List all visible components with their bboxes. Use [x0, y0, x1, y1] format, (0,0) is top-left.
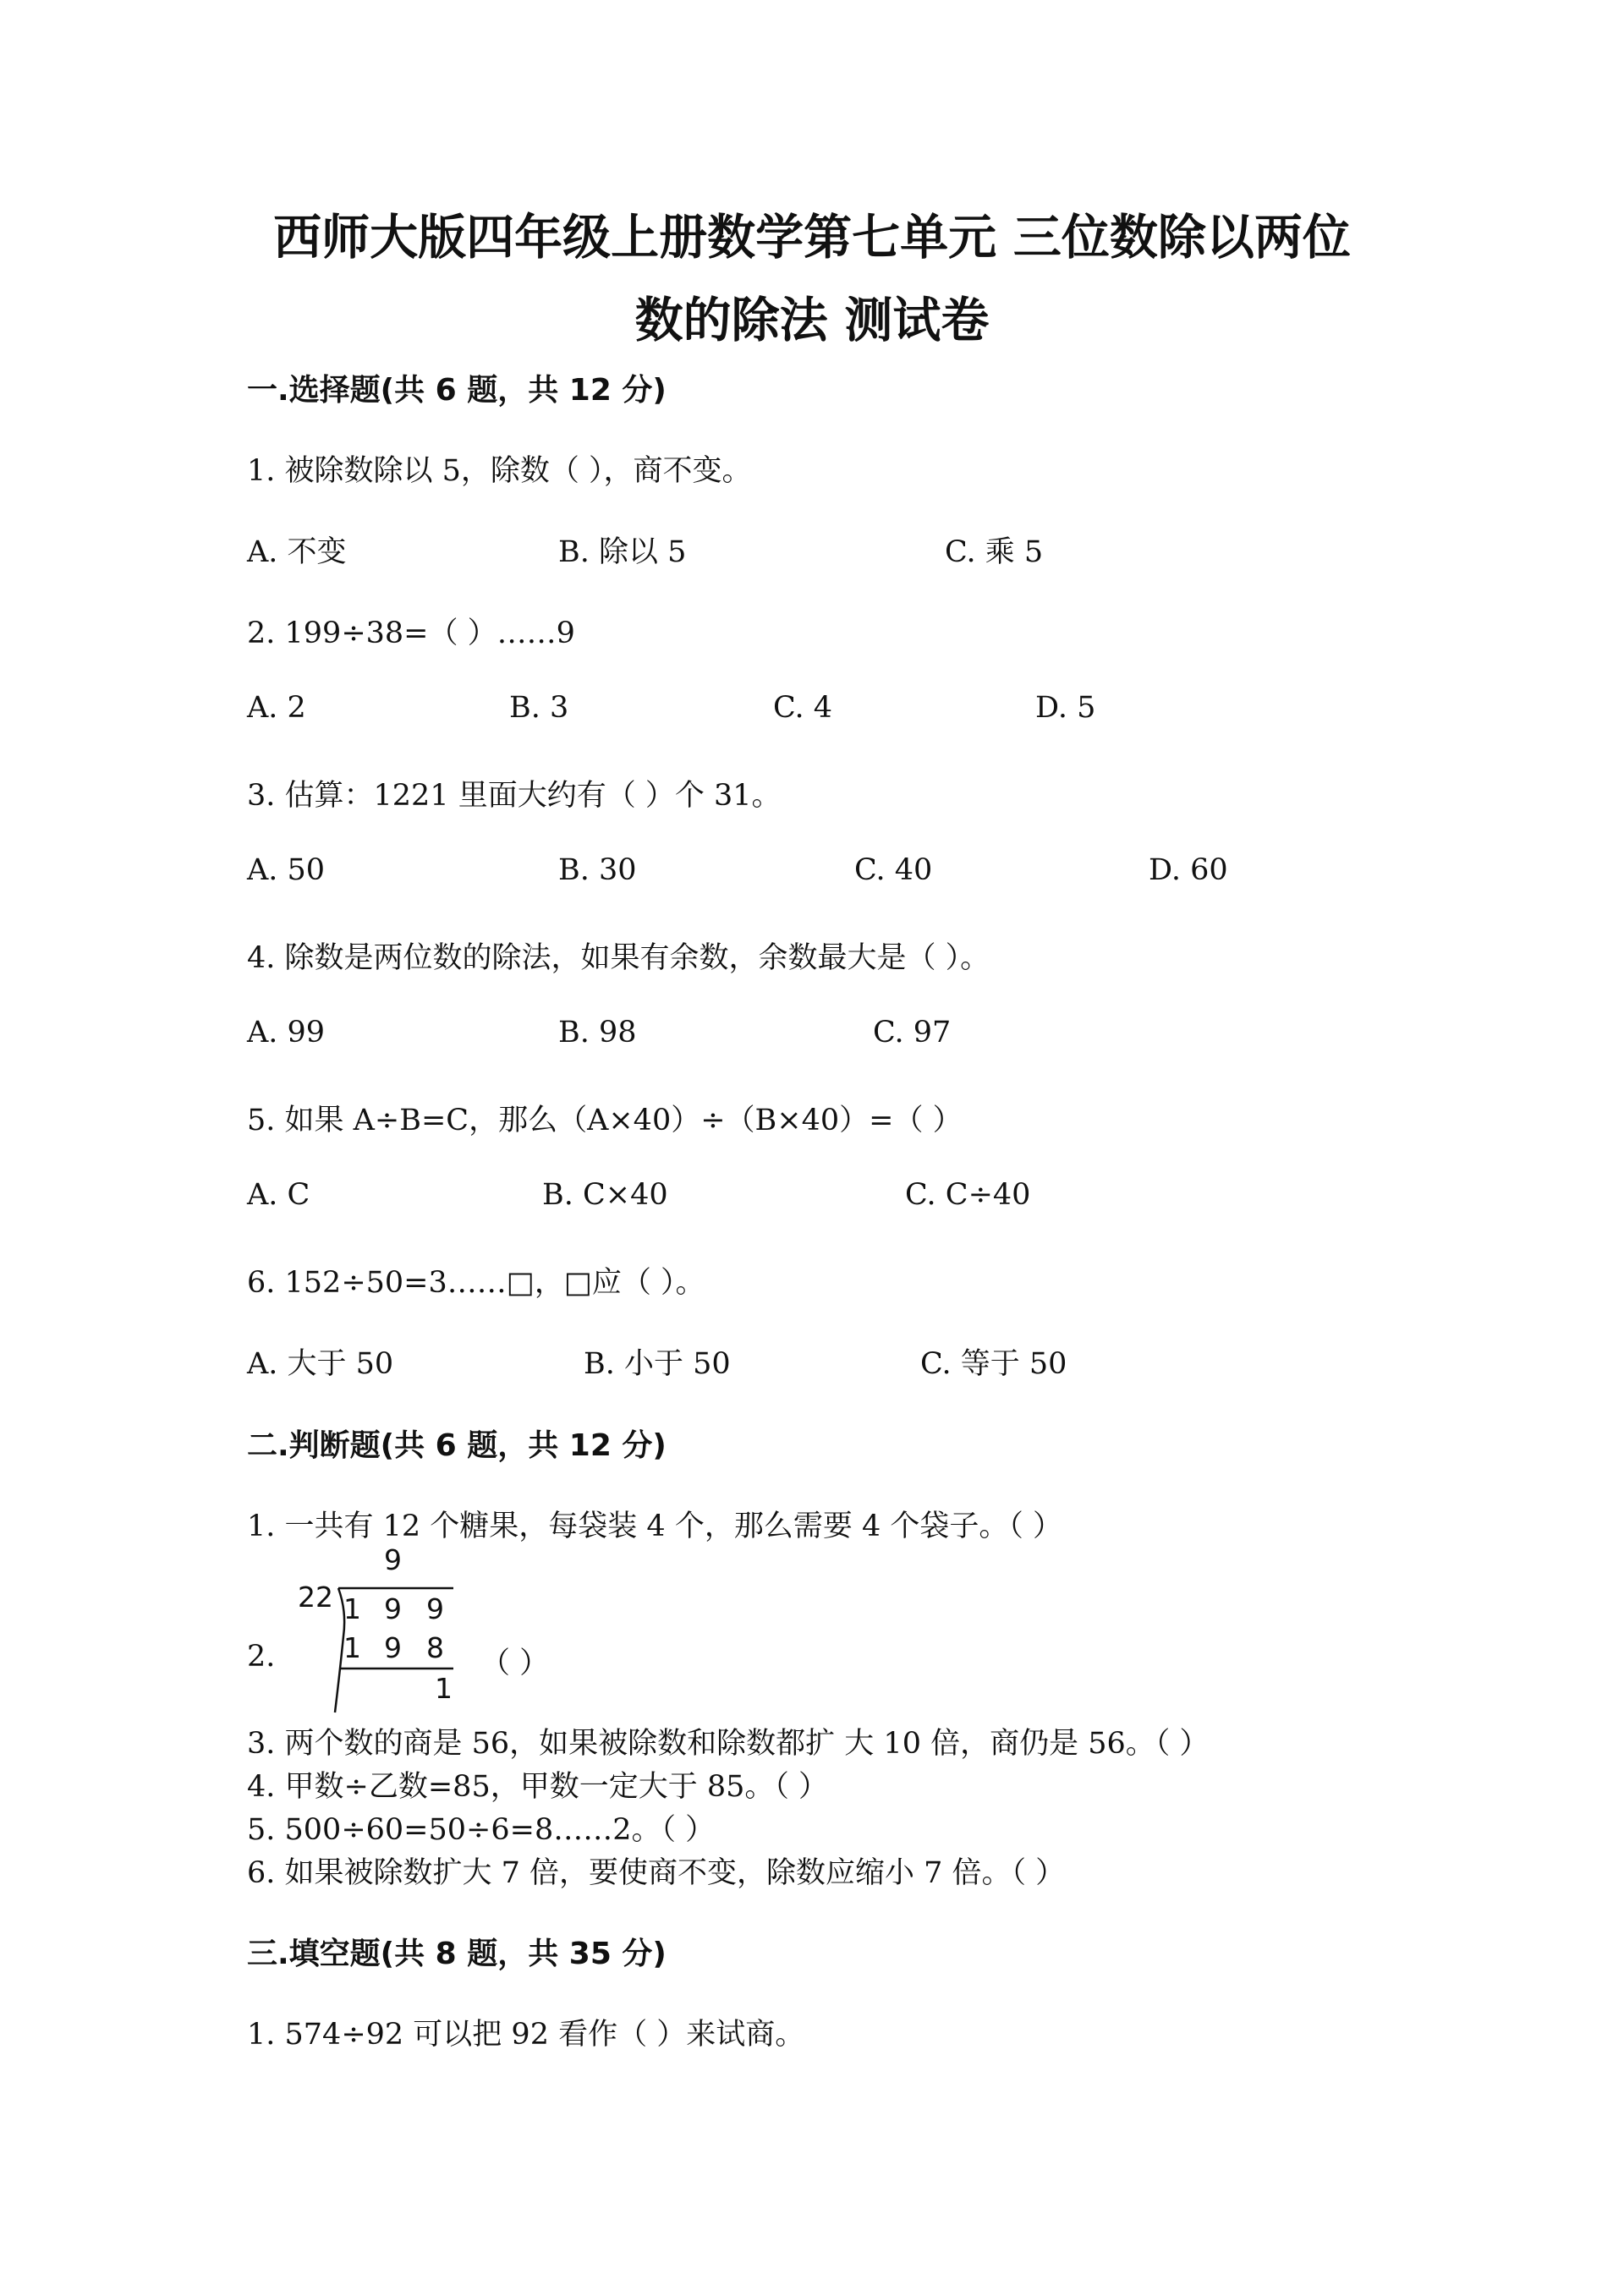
option-b: B. 30 — [558, 853, 637, 887]
question-text: 4. 除数是两位数的除法，如果有余数，余数最大是（ ）。 — [247, 941, 990, 975]
question-number: 2. — [247, 1640, 276, 1674]
option-c: C. C÷40 — [905, 1178, 1031, 1212]
option-b: B. C×40 — [542, 1178, 668, 1212]
option-c: C. 97 — [873, 1016, 952, 1049]
question-text: 3. 估算：1221 里面大约有（ ）个 31。 — [247, 779, 782, 813]
option-c: C. 等于 50 — [920, 1347, 1067, 1381]
section-heading-judgment: 二.判断题(共 6 题，共 12 分) — [247, 1428, 667, 1463]
option-b: B. 98 — [558, 1016, 637, 1049]
section-heading-choice: 一.选择题(共 6 题，共 12 分) — [247, 373, 667, 408]
long-division-figure — [288, 1543, 482, 1721]
section-heading-fill-blank: 三.填空题(共 8 题，共 35 分) — [247, 1937, 667, 1971]
option-b: B. 3 — [509, 691, 569, 725]
question-text: 6. 如果被除数扩大 7 倍，要使商不变，除数应缩小 7 倍。（ ） — [247, 1856, 1066, 1890]
question-text: 3. 两个数的商是 56，如果被除数和除数都扩 大 10 倍，商仍是 56。（ ） — [247, 1727, 1210, 1761]
quotient-digit: 9 — [384, 1543, 402, 1576]
option-c: C. 4 — [773, 691, 833, 725]
answer-blank: （ ） — [480, 1647, 550, 1680]
divisor: 22 — [298, 1581, 333, 1614]
remainder-digit: 1 — [435, 1672, 453, 1705]
option-a: A. 大于 50 — [247, 1347, 394, 1381]
option-a: A. 99 — [247, 1016, 326, 1049]
product-digit: 1 — [343, 1631, 361, 1664]
question-text: 4. 甲数÷乙数=85，甲数一定大于 85。（ ） — [247, 1770, 828, 1804]
question-text: 1. 一共有 12 个糖果，每袋装 4 个，那么需要 4 个袋子。（ ） — [247, 1510, 1062, 1543]
option-a: A. C — [247, 1178, 310, 1212]
option-d: D. 60 — [1149, 853, 1228, 887]
product-digit: 9 — [384, 1631, 402, 1664]
option-d: D. 5 — [1035, 691, 1096, 725]
title-line-2: 数的除法 测试卷 — [634, 293, 990, 348]
option-b: B. 除以 5 — [558, 535, 687, 569]
option-c: C. 乘 5 — [945, 535, 1044, 569]
option-a: A. 不变 — [247, 535, 347, 569]
option-c: C. 40 — [854, 853, 933, 887]
question-text: 5. 500÷60=50÷6=8……2。（ ） — [247, 1813, 716, 1847]
option-a: A. 2 — [247, 691, 306, 725]
question-text: 1. 被除数除以 5，除数（ ），商不变。 — [247, 454, 752, 488]
title-line-1: 西师大版四年级上册数学第七单元 三位数除以两位 — [273, 210, 1351, 266]
product-digit: 8 — [426, 1631, 444, 1664]
dividend-digit: 9 — [384, 1592, 402, 1625]
question-text: 5. 如果 A÷B=C，那么（A×40）÷（B×40）=（ ） — [247, 1104, 963, 1137]
question-text: 2. 199÷38=（ ）……9 — [247, 616, 575, 650]
option-a: A. 50 — [247, 853, 326, 887]
dividend-digit: 1 — [343, 1592, 361, 1625]
page-title — [195, 196, 1429, 362]
question-text: 1. 574÷92 可以把 92 看作（ ）来试商。 — [247, 2018, 805, 2052]
option-b: B. 小于 50 — [584, 1347, 731, 1381]
dividend-digit: 9 — [426, 1592, 444, 1625]
question-text: 6. 152÷50=3……□，□应（ ）。 — [247, 1266, 705, 1300]
